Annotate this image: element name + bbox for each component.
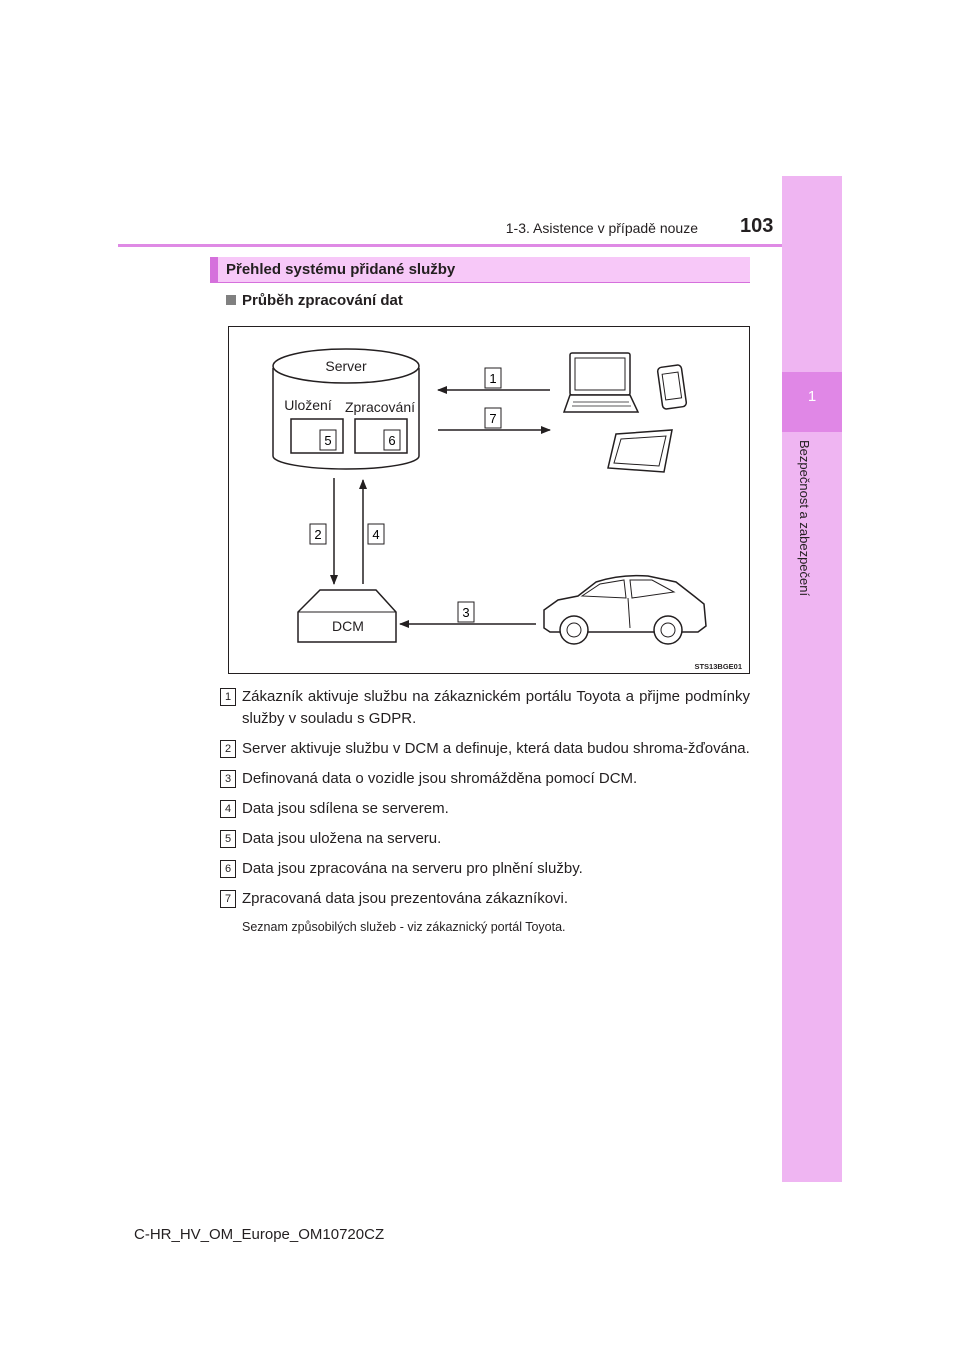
svg-text:3: 3 xyxy=(462,605,470,620)
page-number: 103 xyxy=(740,215,774,237)
item-text: Definovaná data o vozidle jsou shromážděna pomocí DCM. xyxy=(242,770,638,787)
item-text: Data jsou sdílena se serverem. xyxy=(242,800,449,817)
marker-1 xyxy=(485,368,501,388)
marker-5 xyxy=(320,430,336,450)
item-number: 5 xyxy=(220,830,236,848)
subheading xyxy=(226,292,403,309)
marker-4 xyxy=(368,524,384,544)
svg-text:2: 2 xyxy=(314,527,322,542)
marker-3 xyxy=(458,602,474,622)
chapter-number: 1 xyxy=(807,388,817,405)
laptop-icon xyxy=(564,353,638,412)
list-item xyxy=(220,686,750,730)
figure-code: STS13BGE01 xyxy=(694,662,742,671)
list-item xyxy=(220,738,750,760)
list-item xyxy=(220,768,750,790)
section-path: 1-3. Asistence v případě nouze xyxy=(505,220,698,236)
tablet-icon xyxy=(608,430,672,472)
item-text: Data jsou uložena na serveru. xyxy=(242,830,442,847)
step-list xyxy=(220,686,750,936)
footer-code: C-HR_HV_OM_Europe_OM10720CZ xyxy=(134,1226,385,1243)
phone-icon xyxy=(657,365,687,410)
subheading-text: Průběh zpracování dat xyxy=(242,292,403,309)
server-label: Server xyxy=(325,358,367,374)
svg-text:4: 4 xyxy=(372,527,380,542)
data-flow-diagram xyxy=(228,326,750,674)
dcm-label: DCM xyxy=(332,618,364,634)
list-item xyxy=(220,888,750,910)
box-title: Přehled systému přidané služby xyxy=(210,257,750,283)
dcm-box xyxy=(298,590,396,642)
chapter-side-tab xyxy=(782,176,842,1182)
item-number: 4 xyxy=(220,800,236,818)
item-number: 2 xyxy=(220,740,236,758)
svg-text:7: 7 xyxy=(489,411,497,426)
header-rule xyxy=(118,244,782,247)
list-item xyxy=(220,858,750,880)
marker-6 xyxy=(384,430,400,450)
square-bullet-icon xyxy=(226,295,236,305)
item-number: 1 xyxy=(220,688,236,706)
svg-text:1: 1 xyxy=(489,371,497,386)
item-number: 7 xyxy=(220,890,236,908)
list-item xyxy=(220,828,750,850)
svg-text:5: 5 xyxy=(324,433,332,448)
item-number: 6 xyxy=(220,860,236,878)
storage-label: Uložení xyxy=(284,397,332,413)
item-text: Zákazník aktivuje službu na zákaznickém portálu Toyota a přijme podmínky služby v souladu s GDPR. xyxy=(242,688,750,727)
chapter-label: Bezpečnost a zabezpečení xyxy=(797,440,812,597)
list-item xyxy=(220,798,750,820)
note-text: Seznam způsobilých služeb - viz zákaznický portál Toyota. xyxy=(242,920,566,934)
svg-text:6: 6 xyxy=(388,433,396,448)
marker-2 xyxy=(310,524,326,544)
item-text: Zpracovaná data jsou prezentována zákazníkovi. xyxy=(242,890,569,907)
item-text: Server aktivuje službu v DCM a definuje, která data budou shroma-žďována. xyxy=(242,740,750,757)
item-number: 3 xyxy=(220,770,236,788)
marker-7 xyxy=(485,408,501,428)
processing-label: Zpracování xyxy=(344,399,416,415)
item-text: Data jsou zpracována na serveru pro plnění služby. xyxy=(242,860,583,877)
